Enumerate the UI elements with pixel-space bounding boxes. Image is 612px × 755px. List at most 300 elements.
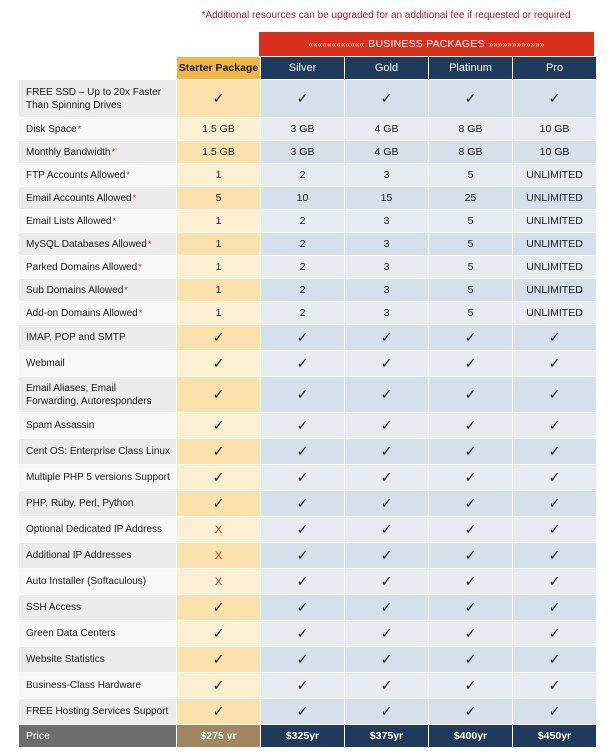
feature-label: Auto Installer (Softaculous): [26, 576, 147, 587]
value-text: 4 GB: [374, 146, 399, 158]
value-text: 3: [383, 238, 390, 250]
table-row: [19, 351, 597, 377]
cross-icon: X: [214, 575, 223, 588]
starter-value-cell: [177, 377, 261, 413]
value-text: UNLIMITED: [526, 307, 583, 319]
silver-value-cell: [261, 621, 345, 647]
silver-value-cell: [261, 279, 345, 302]
gold-value-cell: [345, 256, 429, 279]
gold-value-cell: [345, 351, 429, 377]
check-icon: ✓: [464, 521, 477, 537]
table-row: [19, 465, 597, 491]
gold-value-cell: [345, 80, 429, 118]
platinum-value-cell: [429, 118, 513, 141]
pro-value-cell: [513, 517, 597, 543]
check-icon: ✓: [296, 386, 309, 402]
check-icon: ✓: [296, 90, 309, 106]
check-icon: ✓: [464, 547, 477, 563]
check-icon: ✓: [212, 599, 225, 615]
pro-value-cell: [513, 80, 597, 118]
check-icon: ✓: [548, 469, 561, 485]
table-row: [19, 647, 597, 673]
check-icon: ✓: [296, 329, 309, 345]
gold-value-cell: [345, 233, 429, 256]
check-icon: ✓: [464, 573, 477, 589]
check-icon: ✓: [296, 521, 309, 537]
starter-value-cell: [177, 164, 261, 187]
starter-value-cell: [177, 699, 261, 725]
business-packages-banner: [259, 32, 594, 56]
feature-cell: [19, 118, 177, 141]
gold-value-cell: [345, 439, 429, 465]
feature-label: Sub Domains Allowed: [26, 284, 124, 296]
feature-cell: [19, 699, 177, 725]
feature-cell: [19, 439, 177, 465]
price-row: [19, 725, 597, 748]
feature-label: Multiple PHP 5 versions Support: [26, 472, 170, 483]
pro-value-cell: [513, 595, 597, 621]
platinum-value-cell: [429, 673, 513, 699]
pro-value-cell: [513, 279, 597, 302]
feature-label: FREE Hosting Services Support: [26, 706, 169, 717]
value-text: 2: [299, 215, 306, 227]
starter-value-cell: [177, 325, 261, 351]
check-icon: ✓: [296, 547, 309, 563]
platinum-price: $400yr: [429, 725, 513, 748]
value-text: 1: [215, 284, 222, 296]
plan-header-starter: Starter Package: [177, 57, 261, 80]
pro-value-cell: [513, 351, 597, 377]
feature-cell: [19, 517, 177, 543]
upgrade-note: *Additional resources can be upgraded for an additional fee if requested or required: [201, 10, 571, 21]
check-icon: ✓: [380, 703, 393, 719]
feature-label: Add-on Domains Allowed: [26, 307, 138, 319]
value-text: 10 GB: [539, 123, 570, 135]
value-text: 3: [383, 169, 390, 181]
value-text: 1: [215, 307, 222, 319]
check-icon: ✓: [380, 677, 393, 693]
check-icon: ✓: [212, 677, 225, 693]
check-icon: ✓: [212, 417, 225, 433]
starter-value-cell: [177, 543, 261, 569]
gold-value-cell: [345, 621, 429, 647]
table-row: [19, 233, 597, 256]
check-icon: ✓: [548, 355, 561, 371]
check-icon: ✓: [548, 677, 561, 693]
platinum-value-cell: [429, 164, 513, 187]
check-icon: ✓: [548, 386, 561, 402]
pro-value-cell: [513, 233, 597, 256]
silver-price: $325yr: [261, 725, 345, 748]
value-text: 3: [383, 284, 390, 296]
check-icon: ✓: [464, 443, 477, 459]
cross-icon: X: [214, 523, 223, 536]
check-icon: ✓: [464, 651, 477, 667]
feature-label: IMAP, POP and SMTP: [26, 332, 126, 343]
value-text: 5: [467, 238, 474, 250]
pricing-table: [18, 56, 597, 748]
starter-value-cell: [177, 118, 261, 141]
silver-value-cell: [261, 673, 345, 699]
value-text: 2: [299, 238, 306, 250]
pro-value-cell: [513, 569, 597, 595]
check-icon: ✓: [548, 90, 561, 106]
starter-value-cell: [177, 465, 261, 491]
value-text: 1: [215, 238, 222, 250]
feature-label: MySQL Databases Allowed: [26, 238, 147, 250]
gold-value-cell: [345, 569, 429, 595]
platinum-value-cell: [429, 465, 513, 491]
feature-cell: [19, 465, 177, 491]
starter-value-cell: [177, 517, 261, 543]
check-icon: ✓: [296, 703, 309, 719]
check-icon: ✓: [548, 547, 561, 563]
check-icon: ✓: [548, 703, 561, 719]
gold-value-cell: [345, 413, 429, 439]
feature-label: Parked Domains Allowed: [26, 261, 138, 273]
value-text: 1: [215, 215, 222, 227]
pro-value-cell: [513, 439, 597, 465]
gold-value-cell: [345, 465, 429, 491]
starter-value-cell: [177, 673, 261, 699]
gold-value-cell: [345, 325, 429, 351]
asterisk-marker: *: [77, 123, 82, 134]
price-label: Price: [19, 725, 177, 748]
check-icon: ✓: [212, 355, 225, 371]
pro-value-cell: [513, 699, 597, 725]
asterisk-marker: *: [138, 307, 143, 318]
value-text: UNLIMITED: [526, 215, 583, 227]
feature-label: Email Lists Allowed: [26, 215, 112, 227]
feature-cell: [19, 569, 177, 595]
check-icon: ✓: [380, 90, 393, 106]
platinum-value-cell: [429, 543, 513, 569]
left-arrows: ««««««««««««: [308, 39, 365, 49]
feature-cell: [19, 279, 177, 302]
starter-value-cell: [177, 569, 261, 595]
check-icon: ✓: [464, 386, 477, 402]
starter-value-cell: [177, 141, 261, 164]
platinum-value-cell: [429, 413, 513, 439]
pro-value-cell: [513, 377, 597, 413]
value-text: UNLIMITED: [526, 238, 583, 250]
pro-value-cell: [513, 673, 597, 699]
plan-header-pro: Pro: [513, 57, 597, 80]
check-icon: ✓: [380, 469, 393, 485]
feature-cell: [19, 377, 177, 413]
table-row: [19, 118, 597, 141]
pro-value-cell: [513, 302, 597, 325]
starter-value-cell: [177, 621, 261, 647]
feature-cell: [19, 491, 177, 517]
check-icon: ✓: [380, 355, 393, 371]
table-row: [19, 699, 597, 725]
feature-cell: [19, 647, 177, 673]
pro-value-cell: [513, 141, 597, 164]
check-icon: ✓: [212, 386, 225, 402]
value-text: 2: [299, 261, 306, 273]
feature-label: Cent OS: Enterprise Class Linux: [26, 446, 170, 457]
platinum-value-cell: [429, 595, 513, 621]
value-text: 1.5 GB: [202, 146, 235, 158]
value-text: 3: [383, 307, 390, 319]
value-text: 2: [299, 284, 306, 296]
value-text: 5: [467, 307, 474, 319]
check-icon: ✓: [548, 599, 561, 615]
check-icon: ✓: [380, 521, 393, 537]
check-icon: ✓: [548, 573, 561, 589]
silver-value-cell: [261, 517, 345, 543]
platinum-value-cell: [429, 256, 513, 279]
value-text: UNLIMITED: [526, 192, 583, 204]
gold-value-cell: [345, 595, 429, 621]
gold-value-cell: [345, 543, 429, 569]
gold-value-cell: [345, 377, 429, 413]
gold-value-cell: [345, 210, 429, 233]
asterisk-marker: *: [138, 261, 142, 272]
check-icon: ✓: [464, 469, 477, 485]
value-text: 5: [467, 169, 474, 181]
starter-value-cell: [177, 302, 261, 325]
value-text: UNLIMITED: [526, 169, 583, 181]
feature-cell: [19, 351, 177, 377]
silver-value-cell: [261, 377, 345, 413]
starter-value-cell: [177, 595, 261, 621]
feature-label: FTP Accounts Allowed: [26, 169, 126, 181]
silver-value-cell: [261, 141, 345, 164]
starter-value-cell: [177, 279, 261, 302]
value-text: 1: [215, 261, 222, 273]
feature-label: Website Statistics: [26, 654, 105, 665]
silver-value-cell: [261, 647, 345, 673]
starter-value-cell: [177, 351, 261, 377]
platinum-value-cell: [429, 80, 513, 118]
check-icon: ✓: [212, 90, 225, 106]
value-text: 8 GB: [458, 146, 483, 158]
feature-cell: [19, 325, 177, 351]
pro-value-cell: [513, 413, 597, 439]
silver-value-cell: [261, 699, 345, 725]
header-spacer: [19, 57, 177, 80]
asterisk-marker: *: [124, 284, 128, 295]
check-icon: ✓: [380, 651, 393, 667]
value-text: 4 GB: [374, 123, 399, 135]
feature-label: Email Aliases, Email Forwarding, Autoresponders: [26, 382, 152, 407]
feature-label: PHP, Ruby, Perl, Python: [26, 498, 134, 509]
check-icon: ✓: [296, 651, 309, 667]
check-icon: ✓: [296, 495, 309, 511]
platinum-value-cell: [429, 491, 513, 517]
gold-price: $375yr: [345, 725, 429, 748]
platinum-value-cell: [429, 699, 513, 725]
platinum-value-cell: [429, 647, 513, 673]
silver-value-cell: [261, 413, 345, 439]
silver-value-cell: [261, 302, 345, 325]
platinum-value-cell: [429, 621, 513, 647]
gold-value-cell: [345, 118, 429, 141]
plan-header-silver: Silver: [261, 57, 345, 80]
gold-value-cell: [345, 699, 429, 725]
platinum-value-cell: [429, 325, 513, 351]
table-row: [19, 621, 597, 647]
pro-price: $450yr: [513, 725, 597, 748]
check-icon: ✓: [464, 677, 477, 693]
check-icon: ✓: [548, 495, 561, 511]
check-icon: ✓: [296, 599, 309, 615]
value-text: 8 GB: [458, 123, 483, 135]
check-icon: ✓: [380, 573, 393, 589]
starter-value-cell: [177, 187, 261, 210]
asterisk-marker: *: [112, 215, 117, 226]
starter-value-cell: [177, 647, 261, 673]
check-icon: ✓: [380, 443, 393, 459]
silver-value-cell: [261, 465, 345, 491]
starter-value-cell: [177, 439, 261, 465]
gold-value-cell: [345, 673, 429, 699]
table-row: [19, 491, 597, 517]
check-icon: ✓: [380, 386, 393, 402]
feature-cell: [19, 302, 177, 325]
feature-label: Additional IP Addresses: [26, 550, 132, 561]
value-text: 1: [215, 169, 222, 181]
feature-cell: [19, 80, 177, 118]
check-icon: ✓: [296, 625, 309, 641]
check-icon: ✓: [380, 625, 393, 641]
cross-icon: X: [214, 549, 223, 562]
platinum-value-cell: [429, 439, 513, 465]
platinum-value-cell: [429, 377, 513, 413]
feature-label: Green Data Centers: [26, 628, 116, 639]
right-arrows: »»»»»»»»»»»»: [488, 39, 545, 49]
value-text: 2: [299, 307, 306, 319]
pro-value-cell: [513, 325, 597, 351]
platinum-value-cell: [429, 187, 513, 210]
platinum-value-cell: [429, 279, 513, 302]
check-icon: ✓: [380, 417, 393, 433]
platinum-value-cell: [429, 210, 513, 233]
value-text: 10: [296, 192, 309, 204]
asterisk-marker: *: [147, 238, 152, 249]
feature-cell: [19, 210, 177, 233]
feature-label: Business-Class Hardware: [26, 680, 142, 691]
check-icon: ✓: [380, 329, 393, 345]
check-icon: ✓: [212, 443, 225, 459]
value-text: 3 GB: [290, 146, 315, 158]
table-row: [19, 595, 597, 621]
table-row: [19, 569, 597, 595]
starter-value-cell: [177, 413, 261, 439]
starter-value-cell: [177, 256, 261, 279]
silver-value-cell: [261, 164, 345, 187]
pro-value-cell: [513, 210, 597, 233]
table-row: [19, 302, 597, 325]
platinum-value-cell: [429, 141, 513, 164]
silver-value-cell: [261, 187, 345, 210]
business-packages-label: BUSINESS PACKAGES: [368, 38, 485, 50]
feature-cell: [19, 543, 177, 569]
feature-cell: [19, 673, 177, 699]
table-row: [19, 210, 597, 233]
table-row: [19, 377, 597, 413]
silver-value-cell: [261, 439, 345, 465]
silver-value-cell: [261, 80, 345, 118]
table-row: [19, 141, 597, 164]
feature-cell: [19, 621, 177, 647]
silver-value-cell: [261, 569, 345, 595]
table-row: [19, 325, 597, 351]
gold-value-cell: [345, 187, 429, 210]
feature-label: Disk Space: [26, 123, 77, 135]
table-row: [19, 673, 597, 699]
check-icon: ✓: [548, 417, 561, 433]
pro-value-cell: [513, 256, 597, 279]
silver-value-cell: [261, 256, 345, 279]
check-icon: ✓: [380, 495, 393, 511]
check-icon: ✓: [212, 469, 225, 485]
table-row: [19, 439, 597, 465]
platinum-value-cell: [429, 517, 513, 543]
check-icon: ✓: [464, 495, 477, 511]
check-icon: ✓: [548, 625, 561, 641]
value-text: UNLIMITED: [526, 284, 583, 296]
value-text: 5: [215, 192, 222, 204]
feature-label: Monthly Bandwidth: [26, 146, 111, 158]
silver-value-cell: [261, 325, 345, 351]
check-icon: ✓: [548, 521, 561, 537]
check-icon: ✓: [548, 443, 561, 459]
value-text: 15: [380, 192, 393, 204]
value-text: 1.5 GB: [202, 123, 235, 135]
check-icon: ✓: [464, 599, 477, 615]
silver-value-cell: [261, 118, 345, 141]
gold-value-cell: [345, 491, 429, 517]
pro-value-cell: [513, 465, 597, 491]
value-text: 3: [383, 261, 390, 273]
check-icon: ✓: [296, 417, 309, 433]
check-icon: ✓: [380, 547, 393, 563]
check-icon: ✓: [548, 651, 561, 667]
value-text: 25: [464, 192, 477, 204]
silver-value-cell: [261, 351, 345, 377]
silver-value-cell: [261, 210, 345, 233]
asterisk-marker: *: [111, 146, 116, 157]
asterisk-marker: *: [132, 192, 137, 203]
platinum-value-cell: [429, 351, 513, 377]
check-icon: ✓: [296, 355, 309, 371]
starter-value-cell: [177, 210, 261, 233]
feature-cell: [19, 233, 177, 256]
pricing-table-body: [19, 80, 597, 748]
check-icon: ✓: [296, 573, 309, 589]
gold-value-cell: [345, 279, 429, 302]
gold-value-cell: [345, 141, 429, 164]
feature-label: Spam Assassin: [26, 420, 95, 431]
gold-value-cell: [345, 164, 429, 187]
table-row: [19, 164, 597, 187]
check-icon: ✓: [296, 677, 309, 693]
check-icon: ✓: [296, 443, 309, 459]
table-row: [19, 256, 597, 279]
check-icon: ✓: [212, 703, 225, 719]
feature-cell: [19, 164, 177, 187]
feature-label: Webmail: [26, 358, 65, 369]
feature-cell: [19, 187, 177, 210]
silver-value-cell: [261, 595, 345, 621]
value-text: 5: [467, 261, 474, 273]
feature-cell: [19, 413, 177, 439]
value-text: UNLIMITED: [526, 261, 583, 273]
pro-value-cell: [513, 491, 597, 517]
